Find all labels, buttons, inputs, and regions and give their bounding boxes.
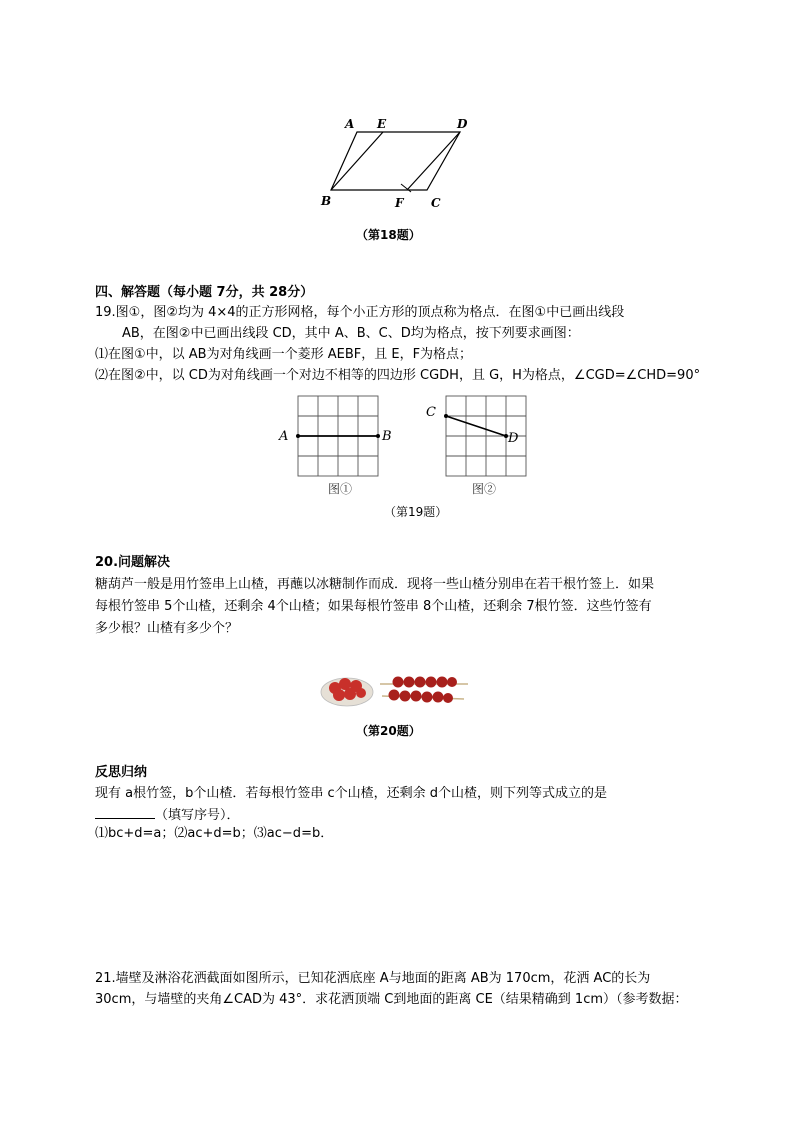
reflect-line-2-text: （填写序号）． — [155, 808, 240, 823]
figure-19-2-grid — [420, 392, 540, 502]
figure-20-tanghulu-image — [320, 662, 470, 714]
reflect-heading: 反思归纳 — [95, 765, 148, 780]
parallelogram-abcd — [331, 132, 460, 190]
q21-line-2: 30cm，与墙壁的夹角∠CAD为 43°．求花洒顶端 C到地面的距离 CE（结果精确到 1cm）（参考数据： — [95, 992, 688, 1007]
segment-be — [331, 132, 383, 190]
fig1-caption: 图① — [328, 482, 353, 496]
q21-line-1: 21.墙壁及淋浴花洒截面如图所示，已知花洒底座 A与地面的距离 AB为 170cm，花洒 AC的长为 — [95, 971, 651, 986]
figure-18-parallelogram — [315, 110, 485, 215]
reflect-options: ⑴bc+d=a；⑵ac+d=b；⑶ac−d=b． — [95, 826, 334, 841]
q20-line-2: 每根竹签串 5个山楂，还剩余 4个山楂；如果每根竹签串 8个山楂，还剩余 7根竹签．这些竹签有 — [95, 599, 652, 614]
q19-part-2: ⑵在图②中，以 CD为对角线画一个对边不相等的四边形 CGDH，且 G，H为格点，∠CGD=∠CHD=90° — [95, 368, 701, 383]
q20-heading: 20.问题解决 — [95, 555, 171, 570]
point-b — [376, 434, 380, 438]
q19-part-1: ⑴在图①中，以 AB为对角线画一个菱形 AEBF，且 E，F为格点； — [95, 347, 473, 362]
figure-19-1-grid — [270, 392, 400, 502]
q19-line-1: 19.图①，图②均为 4×4的正方形网格，每个小正方形的顶点称为格点．在图①中已画出线段 — [95, 305, 625, 320]
caption-20: （第20题） — [356, 724, 421, 738]
answer-blank[interactable] — [95, 804, 155, 819]
label-c: C — [431, 196, 441, 210]
reflect-line-1: 现有 a根竹签，b个山楂．若每根竹签串 c个山楂，还剩余 d个山楂，则下列等式成立的是 — [95, 786, 608, 801]
point-c — [444, 414, 448, 418]
label-b-19: B — [382, 429, 392, 444]
label-b: B — [321, 194, 332, 208]
label-f: F — [395, 196, 404, 210]
caption-18: （第18题） — [356, 228, 421, 242]
q20-line-3: 多少根？山楂有多少个？ — [95, 621, 239, 636]
label-d-19: D — [508, 431, 519, 446]
label-a-19: A — [279, 429, 289, 444]
fig2-caption: 图② — [472, 482, 497, 496]
reflect-line-2 — [95, 804, 240, 826]
q19-line-2: AB，在图②中已画出线段 CD，其中 A、B、C、D均为格点，按下列要求画图： — [122, 326, 580, 341]
label-e: E — [377, 117, 387, 131]
label-c-19: C — [426, 405, 436, 420]
section-4-title: 四、解答题（每小题 7分，共 28分） — [95, 285, 314, 300]
point-a — [296, 434, 300, 438]
q20-line-1: 糖葫芦一般是用竹签串上山楂，再蘸以冰糖制作而成．现将一些山楂分别串在若干根竹签上．如果 — [95, 577, 655, 592]
label-d: D — [457, 117, 468, 131]
segment-df — [407, 132, 460, 190]
caption-19: （第19题） — [384, 505, 448, 519]
label-a: A — [345, 117, 355, 131]
segment-cd — [446, 416, 506, 436]
